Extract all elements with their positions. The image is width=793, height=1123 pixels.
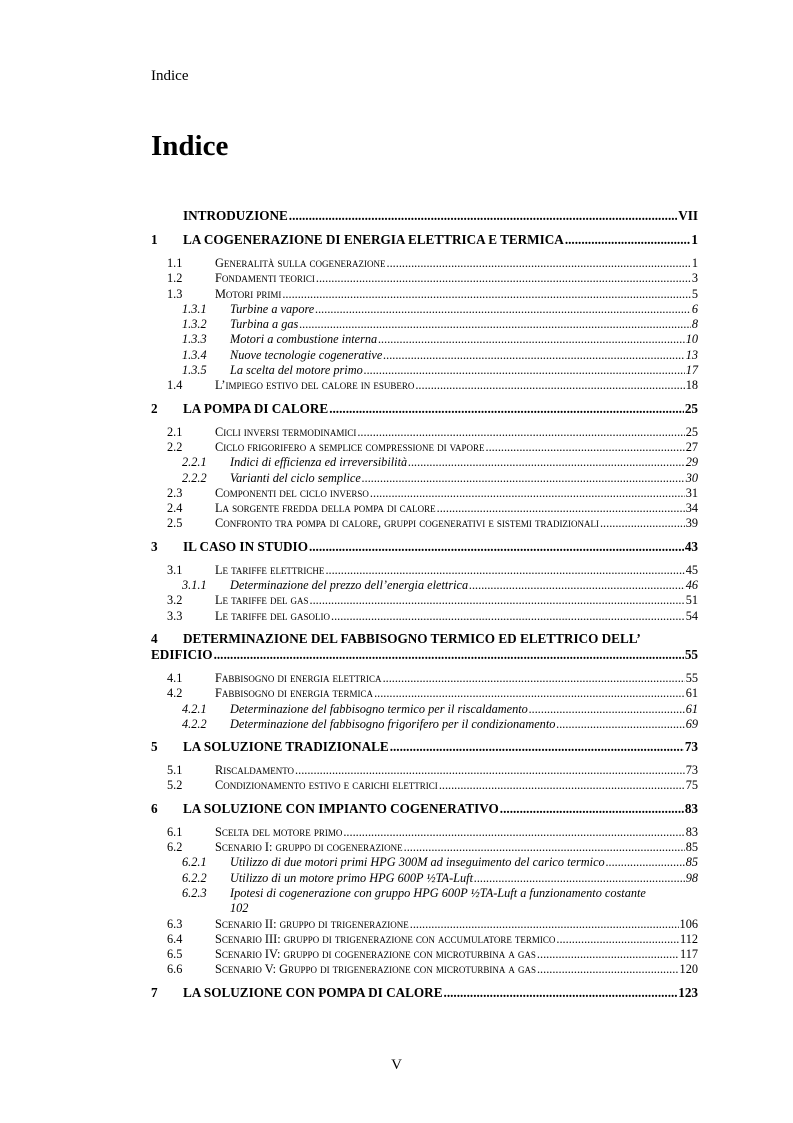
toc-entry-chapter[interactable] xyxy=(151,208,698,224)
toc-leader-dots xyxy=(565,232,691,248)
toc-entry-label: LA POMPA DI CALORE xyxy=(183,400,329,416)
toc-entry-line xyxy=(182,886,698,901)
toc-entry-subsection[interactable] xyxy=(151,578,698,593)
toc-leader-dots xyxy=(537,962,679,977)
toc-entry-page: 17 xyxy=(685,363,698,378)
toc-entry-label: Varianti del ciclo semplice xyxy=(230,470,361,485)
toc-entry-line xyxy=(151,631,698,647)
toc-leader-dots xyxy=(408,455,685,470)
toc-entry-label: Motori a combustione interna xyxy=(230,332,378,347)
toc-entry-subsection[interactable] xyxy=(151,886,698,917)
toc-entry-section[interactable] xyxy=(151,825,698,840)
toc-entry-section[interactable] xyxy=(151,425,698,440)
toc-leader-dots xyxy=(310,593,685,608)
toc-entry-number: 5.2 xyxy=(167,778,183,793)
toc-entry-label: LA COGENERAZIONE DI ENERGIA ELETTRICA E TERMICA xyxy=(183,232,564,247)
toc-entry-number: 2 xyxy=(151,400,158,416)
toc-entry-number: 6.2.1 xyxy=(182,855,207,870)
toc-entry-page: 34 xyxy=(685,501,698,516)
running-head: Indice xyxy=(151,68,189,84)
toc-entry-label-continuation: EDIFICIO xyxy=(151,646,213,662)
toc-entry-section[interactable] xyxy=(151,840,698,855)
toc-entry-number: 6 xyxy=(151,800,158,816)
toc-entry-number: 1.3.4 xyxy=(182,347,207,362)
toc-leader-dots xyxy=(383,348,684,363)
toc-entry-label: INTRODUZIONE xyxy=(183,208,288,223)
toc-leader-dots xyxy=(282,287,690,302)
toc-entry-number: 6.3 xyxy=(167,916,183,931)
toc-leader-dots xyxy=(316,271,691,286)
toc-entry-number: 2.2.1 xyxy=(182,455,207,470)
toc-entry-page: 29 xyxy=(685,455,698,470)
toc-entry-number: 5.1 xyxy=(167,763,183,778)
toc-entry-label: Scelta del motore primo xyxy=(215,824,343,839)
toc-entry-page: 55 xyxy=(685,670,698,685)
toc-entry-number: 2.5 xyxy=(167,516,183,531)
toc-entry-number: 3.3 xyxy=(167,608,183,623)
toc-entry-number: 1.3 xyxy=(167,286,183,301)
toc-entry-number: 3.1.1 xyxy=(182,578,207,593)
toc-entry-number: 1.3.3 xyxy=(182,332,207,347)
toc-entry-page: 31 xyxy=(685,485,698,500)
toc-entry-page: 106 xyxy=(679,916,698,931)
toc-leader-dots xyxy=(374,686,685,701)
toc-entry-page: 75 xyxy=(685,778,698,793)
toc-entry-page: 25 xyxy=(685,424,698,439)
toc-entry-label: Nuove tecnologie cogenerative xyxy=(230,347,383,362)
toc-entry-section[interactable] xyxy=(151,440,698,455)
toc-entry-subsection[interactable] xyxy=(151,471,698,486)
toc-entry-number: 6.6 xyxy=(167,962,183,977)
toc-entry-page: 85 xyxy=(685,855,698,870)
toc-entry-section[interactable] xyxy=(151,932,698,947)
page-number: V xyxy=(391,1057,402,1073)
toc-leader-dots xyxy=(474,871,685,886)
toc-entry-page: 8 xyxy=(691,317,698,332)
toc-entry-label: Fabbisogno di energia termica xyxy=(215,686,374,701)
toc-leader-dots xyxy=(390,739,684,755)
toc-entry-label: Determinazione del prezzo dell’energia elettrica xyxy=(230,578,469,593)
toc-leader-dots xyxy=(289,208,677,224)
toc-entry-number: 1.3.5 xyxy=(182,363,207,378)
toc-entry-section[interactable] xyxy=(151,256,698,271)
toc-entry-chapter[interactable] xyxy=(151,539,698,555)
toc-entry-subsection[interactable] xyxy=(151,317,698,332)
toc-entry-page: 117 xyxy=(680,947,698,962)
toc-entry-chapter[interactable] xyxy=(151,801,698,817)
toc-entry-page: 39 xyxy=(685,516,698,531)
toc-entry-page: 45 xyxy=(685,562,698,577)
toc-entry-number: 1.3.2 xyxy=(182,317,207,332)
toc-entry-page: 30 xyxy=(685,470,698,485)
toc-entry-label: Scenario II: gruppo di trigenerazione xyxy=(215,916,409,931)
toc-leader-dots xyxy=(529,702,685,717)
toc-entry-number: 2.4 xyxy=(167,501,183,516)
toc-entry-page: 1 xyxy=(691,232,698,247)
toc-entry-page: 98 xyxy=(685,870,698,885)
toc-leader-dots xyxy=(325,563,684,578)
toc-entry-section[interactable] xyxy=(151,962,698,977)
toc-entry-section[interactable] xyxy=(151,516,698,531)
toc-entry-number: 1.1 xyxy=(167,256,183,270)
toc-entry-number: 4.2.1 xyxy=(182,701,207,716)
toc-entry-number: 6.2.3 xyxy=(182,885,207,900)
toc-entry-label: Indici di efficienza ed irreversibilità xyxy=(230,455,408,470)
toc-entry-number: 3.1 xyxy=(167,562,183,577)
toc-entry-chapter[interactable] xyxy=(151,985,698,1001)
toc-entry-subsection[interactable] xyxy=(151,363,698,378)
toc-leader-dots xyxy=(437,501,685,516)
toc-leader-dots xyxy=(362,471,685,486)
toc-entry-label: Scenario IV: gruppo di cogenerazione con microturbina a gas xyxy=(215,947,536,962)
toc-entry-number: 1 xyxy=(151,232,158,247)
toc-entry-label: Utilizzo di due motori primi HPG 300M ad inseguimento del carico termico xyxy=(230,855,605,870)
toc-entry-label: Scenario III: gruppo di trigenerazione con accumulatore termico xyxy=(215,931,556,946)
toc-leader-dots xyxy=(370,486,685,501)
toc-entry-page: VII xyxy=(678,208,698,223)
toc-entry-number: 1.2 xyxy=(167,271,183,286)
toc-leader-dots xyxy=(383,671,685,686)
page-title: Indice xyxy=(151,130,229,162)
toc-entry-section[interactable] xyxy=(151,671,698,686)
toc-entry-number: 1.3.1 xyxy=(182,301,207,316)
toc-entry-label: La scelta del motore primo xyxy=(230,363,363,378)
toc-entry-page: 18 xyxy=(685,378,698,393)
toc-entry-number: 7 xyxy=(151,984,158,1000)
toc-entry-number: 4.1 xyxy=(167,670,183,685)
toc-entry-section[interactable] xyxy=(151,947,698,962)
toc-entry-number: 6.5 xyxy=(167,947,183,962)
toc-leader-dots xyxy=(556,717,684,732)
toc-entry-page: 25 xyxy=(684,400,698,416)
toc-entry-number: 5 xyxy=(151,739,158,755)
toc-entry-section[interactable] xyxy=(151,271,698,286)
toc-entry-number: 2.3 xyxy=(167,485,183,500)
toc-entry-label: Scenario V: Gruppo di trigenerazione con microturbina a gas xyxy=(215,962,536,977)
toc-entry-section[interactable] xyxy=(151,686,698,701)
toc-entry-subsection[interactable] xyxy=(151,717,698,732)
toc-entry-subsection[interactable] xyxy=(151,455,698,470)
toc-entry-number: 6.4 xyxy=(167,931,183,946)
toc-entry-label: LA SOLUZIONE CON IMPIANTO COGENERATIVO xyxy=(183,800,499,816)
toc-leader-dots xyxy=(364,363,685,378)
toc-entry-number: 3 xyxy=(151,538,158,554)
toc-entry-page: 1 xyxy=(691,256,698,270)
toc-entry-page: 55 xyxy=(684,646,698,662)
toc-entry-number: 2.2 xyxy=(167,439,183,454)
toc-entry-page: 46 xyxy=(685,578,698,593)
toc-leader-dots xyxy=(500,801,684,817)
toc-entry-line xyxy=(151,647,698,663)
toc-entry-page: 6 xyxy=(691,301,698,316)
table-of-contents xyxy=(151,208,698,1009)
toc-entry-number: 4 xyxy=(151,630,158,646)
toc-entry-page-continuation: 102 xyxy=(230,901,249,916)
toc-entry-label: Scenario I: gruppo di cogenerazione xyxy=(215,840,403,855)
toc-entry-label: Le tariffe del gas xyxy=(215,593,309,608)
toc-entry-label: DETERMINAZIONE DEL FABBISOGNO TERMICO ED ELETTRICO DELL’ xyxy=(183,630,641,646)
toc-entry-page: 43 xyxy=(684,538,698,554)
toc-entry-label: Utilizzo di un motore primo HPG 600P ½TA-Luft xyxy=(230,870,473,885)
toc-entry-section[interactable] xyxy=(151,378,698,393)
toc-entry-number: 1.4 xyxy=(167,378,183,393)
toc-leader-dots xyxy=(378,332,684,347)
toc-entry-subsection[interactable] xyxy=(151,332,698,347)
toc-entry-page: 123 xyxy=(678,984,698,1000)
toc-leader-dots xyxy=(410,917,679,932)
toc-leader-dots xyxy=(387,256,691,271)
toc-leader-dots xyxy=(600,516,685,531)
toc-entry-chapter[interactable] xyxy=(151,232,698,248)
toc-entry-label: L’impiego estivo del calore in esubero xyxy=(215,378,415,393)
toc-entry-number: 6.2 xyxy=(167,840,183,855)
toc-entry-number: 6.2.2 xyxy=(182,870,207,885)
toc-entry-section[interactable] xyxy=(151,501,698,516)
toc-entry-label: Cicli inversi termodinamici xyxy=(215,424,357,439)
toc-entry-label: Turbina a gas xyxy=(230,317,299,332)
toc-entry-page: 120 xyxy=(679,962,698,977)
toc-entry-section[interactable] xyxy=(151,563,698,578)
toc-entry-subsection[interactable] xyxy=(151,702,698,717)
toc-entry-subsection[interactable] xyxy=(151,855,698,870)
toc-leader-dots xyxy=(537,947,679,962)
toc-entry-section[interactable] xyxy=(151,609,698,624)
toc-entry-label: LA SOLUZIONE TRADIZIONALE xyxy=(183,739,389,755)
toc-entry-page: 5 xyxy=(691,286,698,301)
toc-entry-number: 2.2.2 xyxy=(182,470,207,485)
toc-leader-dots xyxy=(331,609,685,624)
toc-entry-section[interactable] xyxy=(151,287,698,302)
toc-leader-dots xyxy=(299,317,691,332)
toc-entry-page: 73 xyxy=(685,763,698,778)
toc-entry-label: LA SOLUZIONE CON POMPA DI CALORE xyxy=(183,984,443,1000)
toc-entry-page: 61 xyxy=(685,686,698,701)
toc-entry-page: 83 xyxy=(685,824,698,839)
toc-entry-label: Confronto tra pompa di calore, gruppi cogenerativi e sistemi tradizionali xyxy=(215,516,599,531)
toc-entry-section[interactable] xyxy=(151,763,698,778)
toc-entry-label: Fondamenti teorici xyxy=(215,271,315,286)
toc-entry-subsection[interactable] xyxy=(151,348,698,363)
toc-entry-subsection[interactable] xyxy=(151,302,698,317)
toc-entry-page: 85 xyxy=(685,840,698,855)
toc-entry-page: 13 xyxy=(685,347,698,362)
toc-entry-label: Ciclo frigorifero a semplice compressione di vapore xyxy=(215,439,485,454)
toc-leader-dots xyxy=(486,440,685,455)
toc-entry-number: 3.2 xyxy=(167,593,183,608)
toc-entry-page: 69 xyxy=(685,716,698,731)
toc-entry-section[interactable] xyxy=(151,778,698,793)
toc-leader-dots xyxy=(295,763,685,778)
toc-leader-dots xyxy=(469,578,685,593)
toc-leader-dots xyxy=(309,539,684,555)
toc-leader-dots xyxy=(357,425,684,440)
toc-entry-label: Riscaldamento xyxy=(215,763,295,778)
toc-entry-label: Fabbisogno di energia elettrica xyxy=(215,670,382,685)
toc-entry-subsection[interactable] xyxy=(151,871,698,886)
toc-entry-label: Determinazione del fabbisogno frigorifero per il condizionamento xyxy=(230,716,556,731)
toc-entry-page: 51 xyxy=(685,593,698,608)
toc-leader-dots xyxy=(444,985,678,1001)
toc-entry-page: 83 xyxy=(684,800,698,816)
toc-entry-label: Condizionamento estivo e carichi elettrici xyxy=(215,778,438,793)
toc-entry-number: 4.2.2 xyxy=(182,716,207,731)
toc-entry-chapter[interactable] xyxy=(151,631,698,663)
toc-leader-dots xyxy=(439,778,685,793)
toc-entry-section[interactable] xyxy=(151,486,698,501)
toc-leader-dots xyxy=(415,378,684,393)
toc-entry-page: 54 xyxy=(685,608,698,623)
toc-entry-number: 6.1 xyxy=(167,824,183,839)
toc-entry-label: Ipotesi di cogenerazione con gruppo HPG 600P ½TA-Luft a funzionamento costante xyxy=(230,885,646,900)
toc-entry-label: Le tariffe elettriche xyxy=(215,562,325,577)
toc-entry-label: Generalità sulla cogenerazione xyxy=(215,256,386,270)
toc-entry-page: 61 xyxy=(685,701,698,716)
toc-entry-label: IL CASO IN STUDIO xyxy=(183,538,308,554)
toc-entry-number: 2.1 xyxy=(167,424,183,439)
toc-leader-dots xyxy=(404,840,685,855)
toc-entry-page: 3 xyxy=(691,271,698,286)
toc-entry-page: 10 xyxy=(685,332,698,347)
toc-leader-dots xyxy=(343,825,684,840)
toc-entry-number: 4.2 xyxy=(167,686,183,701)
toc-entry-label: Turbine a vapore xyxy=(230,301,315,316)
toc-entry-page: 27 xyxy=(685,439,698,454)
toc-leader-dots xyxy=(214,647,684,663)
toc-entry-section[interactable] xyxy=(151,917,698,932)
toc-leader-dots xyxy=(315,302,691,317)
toc-leader-dots xyxy=(606,855,685,870)
toc-entry-label: Determinazione del fabbisogno termico per il riscaldamento xyxy=(230,701,528,716)
toc-entry-page: 112 xyxy=(680,931,698,946)
toc-entry-label: La sorgente fredda della pompa di calore xyxy=(215,501,436,516)
toc-entry-page: 73 xyxy=(684,739,698,755)
toc-entry-section[interactable] xyxy=(151,593,698,608)
toc-entry-chapter[interactable] xyxy=(151,401,698,417)
toc-entry-label: Le tariffe del gasolio xyxy=(215,608,331,623)
toc-entry-label: Componenti del ciclo inverso xyxy=(215,485,369,500)
toc-leader-dots xyxy=(329,401,684,417)
toc-entry-label: Motori primi xyxy=(215,286,282,301)
toc-leader-dots xyxy=(556,932,679,947)
toc-entry-chapter[interactable] xyxy=(151,739,698,755)
